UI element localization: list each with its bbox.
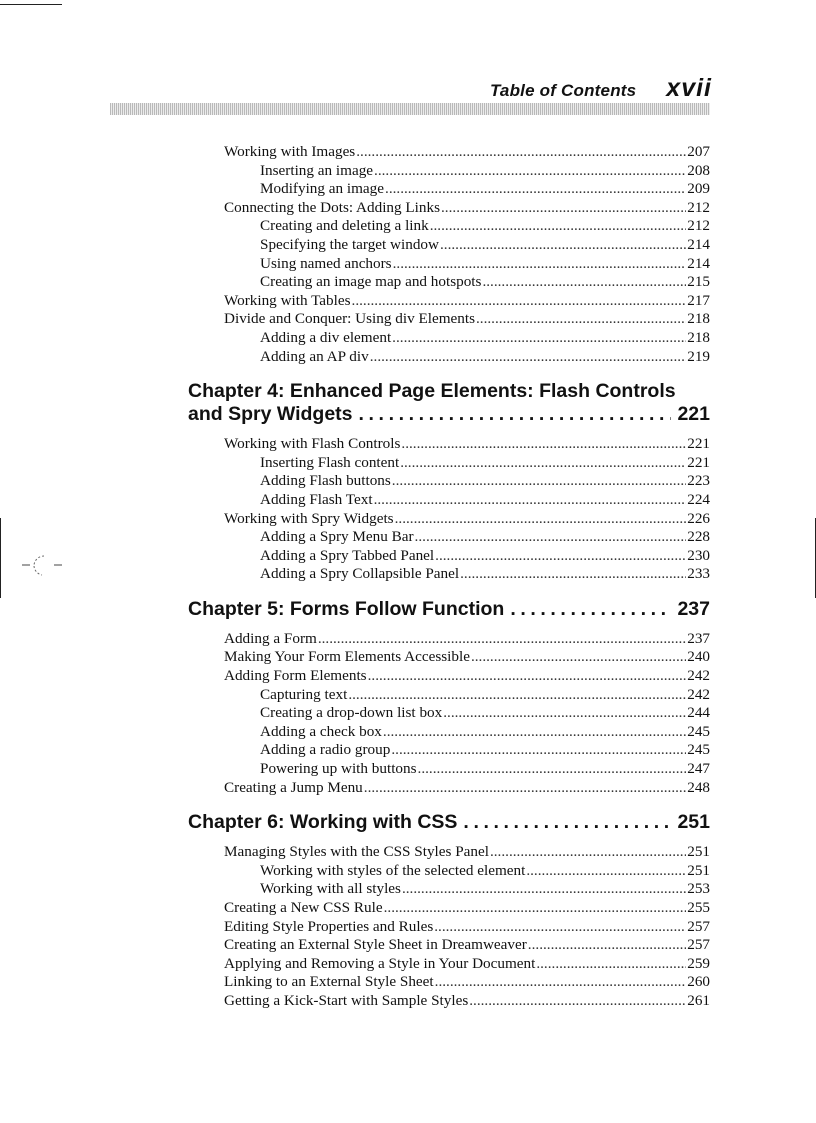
dot-leader bbox=[318, 630, 686, 649]
dot-leader bbox=[526, 862, 686, 881]
dot-leader bbox=[356, 143, 686, 162]
toc-entry-title: Creating and deleting a link bbox=[260, 217, 429, 235]
toc-entry[interactable] bbox=[188, 843, 710, 862]
toc-entry-page: 230 bbox=[687, 546, 710, 564]
dot-leader bbox=[359, 403, 672, 426]
toc-entry-page: 219 bbox=[687, 347, 710, 365]
toc-entry-page: 212 bbox=[687, 198, 710, 216]
dot-leader bbox=[471, 648, 686, 667]
toc-entry-title: Inserting Flash content bbox=[260, 453, 400, 471]
toc-entry[interactable] bbox=[188, 918, 710, 937]
toc-entry-page: 257 bbox=[687, 936, 710, 954]
toc-entry-page: 240 bbox=[687, 648, 710, 666]
dot-leader bbox=[384, 899, 687, 918]
toc-entry[interactable] bbox=[188, 273, 710, 292]
toc-entry[interactable] bbox=[188, 472, 710, 491]
dot-leader bbox=[460, 565, 686, 584]
toc-entry[interactable] bbox=[188, 310, 710, 329]
dot-leader bbox=[434, 918, 686, 937]
table-of-contents bbox=[188, 143, 710, 1011]
toc-entry-title: Adding Form Elements bbox=[224, 667, 367, 685]
toc-entry-page: 233 bbox=[687, 565, 710, 583]
dot-leader bbox=[435, 547, 686, 566]
chapter-page-number: 237 bbox=[677, 597, 710, 620]
toc-entry[interactable] bbox=[188, 630, 710, 649]
toc-entry[interactable] bbox=[188, 547, 710, 566]
toc-entry-page: 244 bbox=[687, 704, 710, 722]
toc-entry-title: Managing Styles with the CSS Styles Panel bbox=[224, 843, 489, 861]
toc-entry-title: Adding an AP div bbox=[260, 347, 369, 365]
toc-entry-title: Divide and Conquer: Using div Elements bbox=[224, 310, 475, 328]
toc-entry[interactable] bbox=[188, 162, 710, 181]
toc-entry-title: Working with Images bbox=[224, 143, 356, 160]
toc-entry-title: Adding a Spry Collapsible Panel bbox=[260, 565, 460, 583]
toc-entry-page: 260 bbox=[687, 973, 710, 991]
toc-entry-page: 257 bbox=[687, 917, 710, 935]
toc-entry[interactable] bbox=[188, 899, 710, 918]
toc-entry-page: 214 bbox=[687, 254, 710, 272]
toc-entry[interactable] bbox=[188, 255, 710, 274]
dot-leader bbox=[401, 435, 686, 454]
dot-leader bbox=[440, 236, 686, 255]
chapter-heading[interactable] bbox=[188, 811, 710, 834]
dot-leader bbox=[490, 843, 686, 862]
crop-mark-left bbox=[0, 518, 1, 598]
toc-entry-title: Adding a check box bbox=[260, 722, 382, 740]
running-title: Table of Contents bbox=[489, 81, 637, 100]
toc-entry[interactable] bbox=[188, 143, 710, 162]
dot-leader bbox=[374, 162, 686, 181]
toc-entry[interactable] bbox=[188, 936, 710, 955]
toc-entry[interactable] bbox=[188, 955, 710, 974]
toc-entry-page: 259 bbox=[687, 954, 710, 972]
dot-leader bbox=[435, 973, 687, 992]
toc-entry-title: Creating a New CSS Rule bbox=[224, 899, 383, 916]
toc-entry-page: 218 bbox=[687, 328, 710, 346]
dot-leader bbox=[476, 310, 686, 329]
toc-entry[interactable] bbox=[188, 667, 710, 686]
dot-leader bbox=[393, 255, 687, 274]
dot-leader bbox=[528, 936, 686, 955]
toc-entry-page: 261 bbox=[687, 991, 710, 1009]
toc-entry[interactable] bbox=[188, 992, 710, 1011]
toc-entry-title: Specifying the target window bbox=[260, 235, 439, 253]
registration-mark-icon bbox=[20, 550, 64, 580]
toc-entry[interactable] bbox=[188, 348, 710, 367]
toc-entry-page: 208 bbox=[687, 161, 710, 179]
dot-leader bbox=[348, 686, 686, 705]
toc-entry-title: Getting a Kick-Start with Sample Styles bbox=[224, 991, 469, 1009]
dot-leader bbox=[391, 741, 686, 760]
toc-entry[interactable] bbox=[188, 779, 710, 798]
toc-entry[interactable] bbox=[188, 741, 710, 760]
toc-entry-page: 253 bbox=[687, 880, 710, 898]
toc-entry-title: Working with Tables bbox=[224, 291, 351, 309]
dot-leader bbox=[364, 779, 686, 798]
toc-entry-page: 224 bbox=[687, 490, 710, 508]
toc-entry-page: 207 bbox=[687, 143, 710, 160]
dot-leader bbox=[418, 760, 687, 779]
toc-entry[interactable] bbox=[188, 217, 710, 236]
toc-entry-page: 247 bbox=[687, 760, 710, 778]
toc-entry[interactable] bbox=[188, 880, 710, 899]
toc-entry-page: 251 bbox=[687, 843, 710, 861]
toc-entry[interactable] bbox=[188, 686, 710, 705]
dot-leader bbox=[374, 491, 687, 510]
dot-leader bbox=[441, 199, 686, 218]
toc-entry-page: 245 bbox=[687, 741, 710, 759]
toc-entry-title: Adding a Spry Tabbed Panel bbox=[260, 546, 435, 564]
toc-entry-page: 228 bbox=[687, 528, 710, 546]
dot-leader bbox=[392, 329, 686, 348]
toc-entry[interactable] bbox=[188, 528, 710, 547]
toc-entry-title: Working with styles of the selected element bbox=[260, 861, 526, 879]
dot-leader bbox=[536, 955, 686, 974]
toc-entry-title: Creating an image map and hotspots bbox=[260, 273, 482, 291]
dot-leader bbox=[385, 180, 686, 199]
dot-leader bbox=[383, 723, 686, 742]
toc-section bbox=[188, 435, 710, 584]
toc-entry-page: 223 bbox=[687, 472, 710, 490]
dot-leader bbox=[402, 880, 686, 899]
toc-entry-page: 226 bbox=[687, 509, 710, 527]
toc-entry[interactable] bbox=[188, 491, 710, 510]
toc-entry-title: Adding a Spry Menu Bar bbox=[260, 528, 414, 546]
toc-entry[interactable] bbox=[188, 565, 710, 584]
toc-entry[interactable] bbox=[188, 236, 710, 255]
toc-entry-title: Powering up with buttons bbox=[260, 760, 417, 778]
chapter-title: Chapter 5: Forms Follow Function bbox=[188, 597, 505, 620]
toc-entry[interactable] bbox=[188, 510, 710, 529]
toc-entry-page: 209 bbox=[687, 180, 710, 198]
dot-leader bbox=[469, 992, 686, 1011]
toc-entry-title: Adding Flash Text bbox=[260, 490, 373, 508]
toc-entry-page: 218 bbox=[687, 310, 710, 328]
toc-entry-page: 242 bbox=[687, 667, 710, 685]
page-header bbox=[490, 74, 712, 103]
toc-entry[interactable] bbox=[188, 454, 710, 473]
dot-leader bbox=[370, 348, 687, 367]
toc-entry-page: 245 bbox=[687, 722, 710, 740]
toc-entry-title: Using named anchors bbox=[260, 254, 392, 272]
chapter-title: Chapter 6: Working with CSS bbox=[188, 811, 458, 834]
toc-entry-title: Adding Flash buttons bbox=[260, 472, 391, 490]
toc-entry-title: Working with Spry Widgets bbox=[224, 509, 394, 527]
toc-entry-title: Connecting the Dots: Adding Links bbox=[224, 198, 440, 216]
dot-leader bbox=[415, 528, 687, 547]
toc-entry-page: 242 bbox=[687, 685, 710, 703]
toc-entry[interactable] bbox=[188, 435, 710, 454]
dot-leader bbox=[400, 454, 686, 473]
header-rule bbox=[110, 103, 710, 115]
dot-leader bbox=[443, 704, 686, 723]
chapter-page-number: 221 bbox=[677, 403, 710, 426]
page-number: xvii bbox=[666, 74, 712, 102]
dot-leader bbox=[430, 217, 687, 236]
toc-entry-page: 255 bbox=[687, 899, 710, 916]
crop-mark-top bbox=[0, 4, 62, 5]
toc-entry-title: Inserting an image bbox=[260, 161, 374, 179]
toc-entry-page: 212 bbox=[687, 217, 710, 235]
toc-entry-title: Adding a div element bbox=[260, 328, 392, 346]
toc-entry-page: 215 bbox=[687, 273, 710, 291]
toc-entry-title: Working with Flash Controls bbox=[224, 435, 401, 453]
toc-entry-title: Working with all styles bbox=[260, 880, 401, 898]
toc-entry-title: Creating a Jump Menu bbox=[224, 778, 363, 796]
toc-entry-title: Modifying an image bbox=[260, 180, 385, 198]
toc-entry-page: 221 bbox=[687, 453, 710, 471]
toc-entry-title: Adding a radio group bbox=[260, 741, 391, 759]
toc-entry-title: Creating a drop-down list box bbox=[260, 704, 443, 722]
chapter-heading[interactable] bbox=[188, 380, 710, 426]
chapter-title-continued: and Spry Widgets bbox=[188, 403, 353, 426]
toc-entry[interactable] bbox=[188, 760, 710, 779]
toc-section bbox=[188, 630, 710, 797]
chapter-heading[interactable] bbox=[188, 598, 710, 621]
toc-entry-title: Making Your Form Elements Accessible bbox=[224, 648, 470, 666]
toc-entry-page: 237 bbox=[687, 629, 710, 647]
toc-entry[interactable] bbox=[188, 973, 710, 992]
dot-leader bbox=[510, 598, 671, 621]
toc-entry-page: 251 bbox=[687, 861, 710, 879]
chapter-page-number: 251 bbox=[677, 811, 710, 834]
toc-entry-title: Linking to an External Style Sheet bbox=[224, 973, 434, 991]
toc-entry-title: Adding a Form bbox=[224, 629, 317, 647]
toc-entry-page: 248 bbox=[687, 778, 710, 796]
toc-entry[interactable] bbox=[188, 704, 710, 723]
dot-leader bbox=[463, 811, 671, 834]
dot-leader bbox=[395, 510, 687, 529]
dot-leader bbox=[392, 472, 686, 491]
toc-entry-page: 221 bbox=[687, 435, 710, 453]
dot-leader bbox=[352, 292, 687, 311]
toc-entry[interactable] bbox=[188, 648, 710, 667]
toc-entry[interactable] bbox=[188, 292, 710, 311]
toc-entry[interactable] bbox=[188, 329, 710, 348]
toc-entry-page: 214 bbox=[687, 235, 710, 253]
toc-entry-page: 217 bbox=[687, 291, 710, 309]
dot-leader bbox=[482, 273, 686, 292]
chapter-title: Chapter 4: Enhanced Page Elements: Flash Controls bbox=[188, 380, 676, 403]
toc-entry[interactable] bbox=[188, 723, 710, 742]
toc-entry[interactable] bbox=[188, 180, 710, 199]
toc-entry-title: Creating an External Style Sheet in Dreamweaver bbox=[224, 936, 527, 954]
dot-leader bbox=[368, 667, 687, 686]
toc-entry-title: Capturing text bbox=[260, 685, 348, 703]
toc-section bbox=[188, 843, 710, 1010]
toc-entry[interactable] bbox=[188, 862, 710, 881]
toc-entry-title: Editing Style Properties and Rules bbox=[224, 917, 434, 935]
toc-entry[interactable] bbox=[188, 199, 710, 218]
toc-entry-title: Applying and Removing a Style in Your Document bbox=[224, 954, 536, 972]
toc-section bbox=[188, 143, 710, 366]
